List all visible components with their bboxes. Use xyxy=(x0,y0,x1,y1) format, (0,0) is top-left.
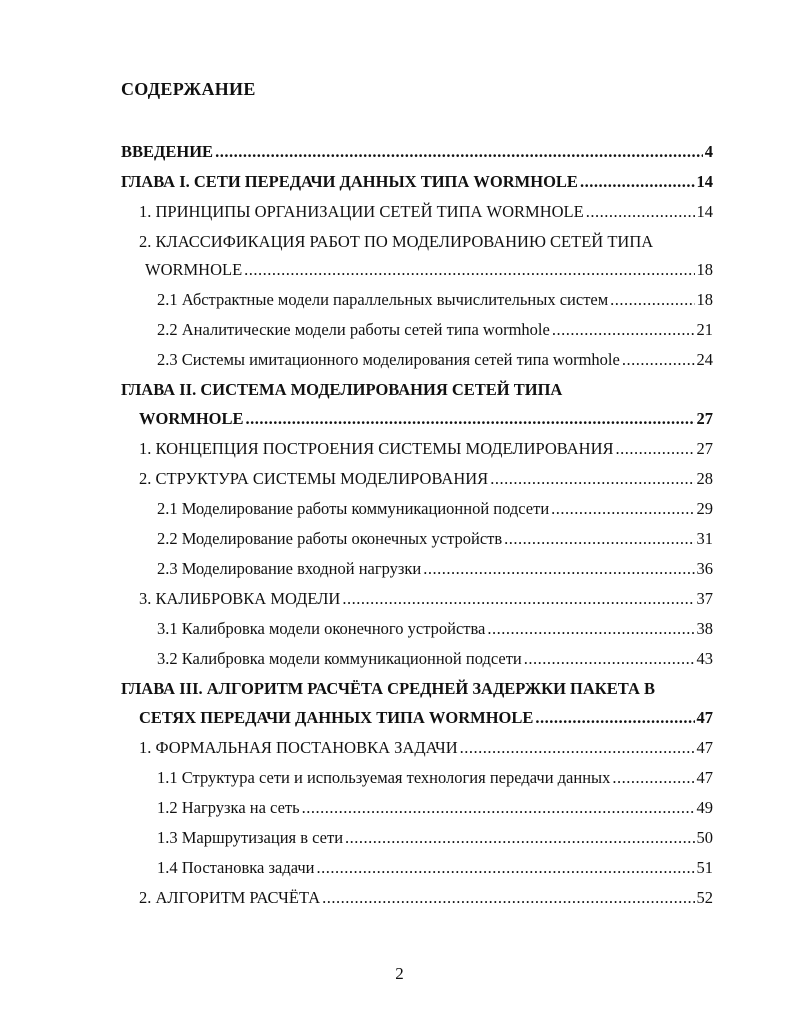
toc-entry-page: 36 xyxy=(696,559,713,578)
toc-entry-page: 52 xyxy=(696,888,713,907)
toc-entry-chapter-2[interactable] xyxy=(139,408,713,430)
toc-entry-label: 1.2 Нагрузка на сеть xyxy=(157,798,300,817)
toc-entry-page: 4 xyxy=(704,142,713,161)
toc-entry-ch2-section-1[interactable] xyxy=(139,438,713,460)
toc-entry-ch2-subsection-2-1[interactable] xyxy=(157,498,713,520)
leader-dots xyxy=(345,827,694,849)
toc-entry-ch2-subsection-3-1[interactable] xyxy=(157,618,713,640)
toc-entry-page: 21 xyxy=(696,320,713,339)
toc-entry-label: 2.2 Аналитические модели работы сетей типа wormhole xyxy=(157,320,550,339)
toc-entry-label: СЕТЯХ ПЕРЕДАЧИ ДАННЫХ ТИПА WORMHOLE xyxy=(139,708,534,727)
toc-entry-ch3-subsection-1-3[interactable] xyxy=(157,827,713,849)
toc-entry-label: 1. КОНЦЕПЦИЯ ПОСТРОЕНИЯ СИСТЕМЫ МОДЕЛИРОВАНИЯ xyxy=(139,439,614,458)
toc-entry-page: 38 xyxy=(696,619,713,638)
toc-entry-label: 2.3 Системы имитационного моделирования сетей типа wormhole xyxy=(157,350,620,369)
toc-entry-page: 47 xyxy=(696,768,713,787)
toc-entry-ch3-subsection-1-1[interactable] xyxy=(157,767,713,789)
toc-entry-ch3-section-1[interactable] xyxy=(139,737,713,759)
toc-entry-label: 2.2 Моделирование работы оконечных устройств xyxy=(157,529,503,548)
toc-entry-label: 1.1 Структура сети и используемая технология передачи данных xyxy=(157,768,611,787)
toc-entry-page: 28 xyxy=(696,469,713,488)
toc-entry-ch2-section-2[interactable] xyxy=(139,468,713,490)
toc-entry-ch3-subsection-1-4[interactable] xyxy=(157,857,713,879)
toc-entry-chapter-3[interactable] xyxy=(139,707,713,729)
toc-entry-label: ВВЕДЕНИЕ xyxy=(121,142,214,161)
toc-entry-chapter-2-line1[interactable]: ГЛАВА II. СИСТЕМА МОДЕЛИРОВАНИЯ СЕТЕЙ ТИПА xyxy=(121,380,563,399)
toc-entry-label: 2.3 Моделирование входной нагрузки xyxy=(157,559,422,578)
toc-entry-label: ГЛАВА I. СЕТИ ПЕРЕДАЧИ ДАННЫХ ТИПА WORMHOLE xyxy=(121,172,578,191)
leader-dots xyxy=(487,618,694,640)
toc-entry-label: 2.1 Абстрактные модели параллельных вычислительных систем xyxy=(157,290,609,309)
leader-dots xyxy=(612,767,694,789)
toc-entry-ch2-section-3[interactable] xyxy=(139,588,713,610)
toc-entry-page: 47 xyxy=(696,738,713,757)
leader-dots xyxy=(244,259,694,281)
leader-dots xyxy=(580,171,695,193)
toc-entry-label: 1.3 Маршрутизация в сети xyxy=(157,828,344,847)
toc-entry-intro[interactable] xyxy=(121,141,713,163)
toc-entry-page: 43 xyxy=(696,649,713,668)
toc-entry-page: 24 xyxy=(696,350,713,369)
leader-dots xyxy=(610,289,694,311)
toc-entry-page: 37 xyxy=(696,589,713,608)
toc-entry-ch2-subsection-2-2[interactable] xyxy=(157,528,713,550)
leader-dots xyxy=(490,468,694,490)
toc-entry-label: WORMHOLE xyxy=(139,409,244,428)
leader-dots xyxy=(342,588,694,610)
toc-entry-ch3-subsection-1-2[interactable] xyxy=(157,797,713,819)
leader-dots xyxy=(622,349,695,371)
toc-entry-label: 3. КАЛИБРОВКА МОДЕЛИ xyxy=(139,589,341,608)
toc-entry-ch1-subsection-2-2[interactable] xyxy=(157,319,713,341)
toc-heading: СОДЕРЖАНИЕ xyxy=(121,79,256,99)
toc-entry-page: 27 xyxy=(696,439,713,458)
leader-dots xyxy=(551,498,694,520)
page-number: 2 xyxy=(395,964,404,983)
leader-dots xyxy=(423,558,694,580)
toc-entry-label: 2. СТРУКТУРА СИСТЕМЫ МОДЕЛИРОВАНИЯ xyxy=(139,469,489,488)
toc-entry-chapter-1[interactable] xyxy=(121,171,713,193)
toc-entry-label: 2. АЛГОРИТМ РАСЧЁТА xyxy=(139,888,321,907)
toc-entry-page: 14 xyxy=(696,202,713,221)
toc-entry-page: 18 xyxy=(696,260,713,279)
toc-entry-ch1-subsection-2-3[interactable] xyxy=(157,349,713,371)
toc-entry-page: 14 xyxy=(696,172,713,191)
toc-entry-page: 47 xyxy=(696,708,713,727)
toc-entry-page: 50 xyxy=(696,828,713,847)
toc-entry-page: 31 xyxy=(696,529,713,548)
leader-dots xyxy=(317,857,695,879)
toc-entry-page: 29 xyxy=(696,499,713,518)
toc-entry-ch1-section-1[interactable] xyxy=(139,201,713,223)
toc-entry-label: WORMHOLE xyxy=(145,260,243,279)
toc-entry-label: 2.1 Моделирование работы коммуникационной подсети xyxy=(157,499,550,518)
toc-entry-chapter-3-line1[interactable]: ГЛАВА III. АЛГОРИТМ РАСЧЁТА СРЕДНЕЙ ЗАДЕРЖКИ ПАКЕТА В xyxy=(121,679,655,698)
toc-entry-page: 27 xyxy=(696,409,713,428)
toc-entry-ch2-subsection-2-3[interactable] xyxy=(157,558,713,580)
leader-dots xyxy=(524,648,695,670)
leader-dots xyxy=(552,319,695,341)
leader-dots xyxy=(616,438,695,460)
leader-dots xyxy=(246,408,695,430)
toc-entry-ch3-section-2[interactable] xyxy=(139,887,713,909)
leader-dots xyxy=(504,528,694,550)
leader-dots xyxy=(215,141,703,163)
toc-entry-label: 1. ПРИНЦИПЫ ОРГАНИЗАЦИИ СЕТЕЙ ТИПА WORMHOLE xyxy=(139,202,584,221)
leader-dots xyxy=(586,201,695,223)
toc-entry-page: 18 xyxy=(696,290,713,309)
leader-dots xyxy=(460,737,695,759)
toc-entry-label: 1.4 Постановка задачи xyxy=(157,858,315,877)
toc-entry-page: 49 xyxy=(696,798,713,817)
leader-dots xyxy=(322,887,694,909)
toc-entry-label: 3.2 Калибровка модели коммуникационной подсети xyxy=(157,649,522,668)
toc-entry-ch1-subsection-2-1[interactable] xyxy=(157,289,713,311)
toc-entry-label: 1. ФОРМАЛЬНАЯ ПОСТАНОВКА ЗАДАЧИ xyxy=(139,738,458,757)
leader-dots xyxy=(535,707,694,729)
toc-entry-page: 51 xyxy=(696,858,713,877)
leader-dots xyxy=(302,797,695,819)
toc-entry-ch1-section-2-line1[interactable]: 2. КЛАССИФИКАЦИЯ РАБОТ ПО МОДЕЛИРОВАНИЮ СЕТЕЙ ТИПА xyxy=(139,232,654,251)
toc-entry-ch1-section-2[interactable] xyxy=(145,259,713,281)
toc-entry-label: 3.1 Калибровка модели оконечного устройства xyxy=(157,619,486,638)
toc-entry-ch2-subsection-3-2[interactable] xyxy=(157,648,713,670)
